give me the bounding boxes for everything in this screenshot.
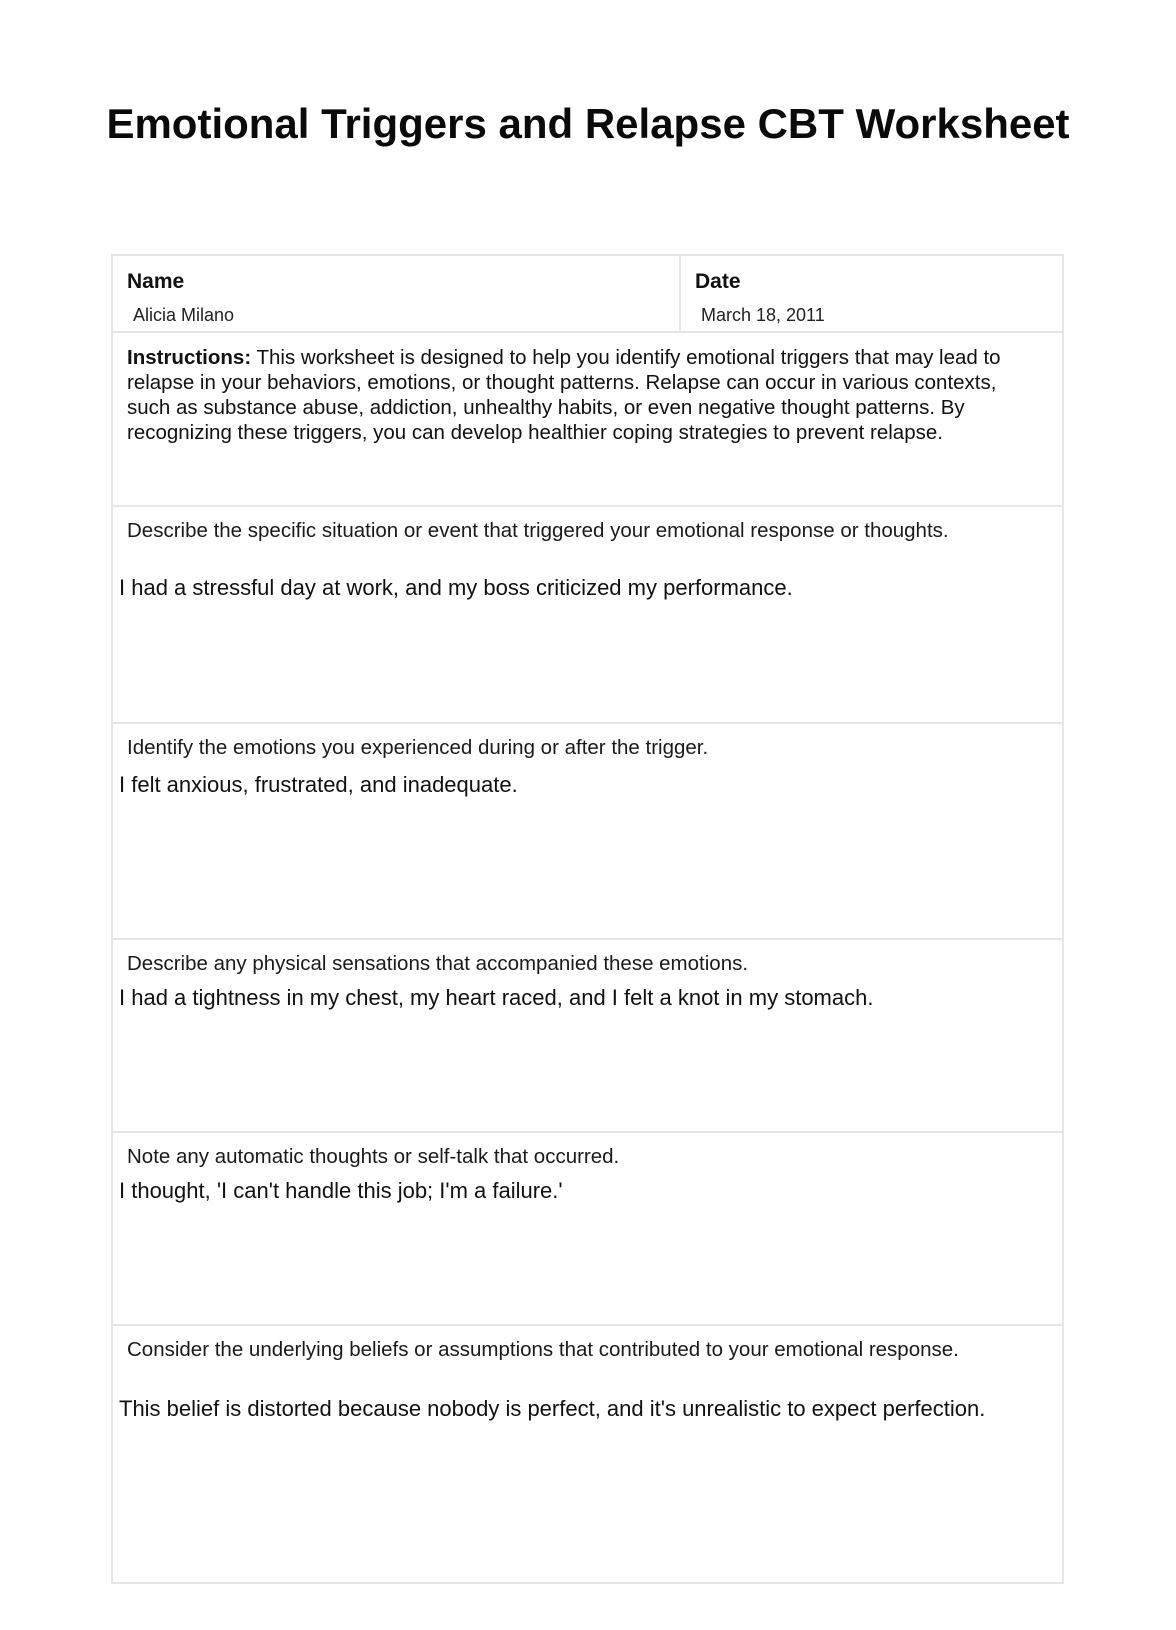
section-prompt: Identify the emotions you experienced during or after the trigger. bbox=[127, 736, 709, 759]
page-title: Emotional Triggers and Relapse CBT Worksheet bbox=[106, 100, 1070, 147]
section-answer[interactable]: This belief is distorted because nobody is perfect, and it's unrealistic to expect perfection. bbox=[119, 1396, 986, 1421]
name-cell bbox=[113, 256, 681, 331]
section-emotions bbox=[113, 724, 1062, 940]
instructions-row bbox=[113, 333, 1062, 507]
section-answer[interactable]: I had a stressful day at work, and my boss criticized my performance. bbox=[119, 575, 793, 600]
section-prompt: Describe the specific situation or event that triggered your emotional response or thoughts. bbox=[127, 519, 949, 542]
section-physical-sensations bbox=[113, 940, 1062, 1133]
date-cell bbox=[681, 256, 1062, 331]
date-label: Date bbox=[695, 270, 741, 293]
date-field[interactable]: March 18, 2011 bbox=[701, 305, 825, 325]
section-prompt: Describe any physical sensations that accompanied these emotions. bbox=[127, 952, 749, 975]
section-prompt: Consider the underlying beliefs or assumptions that contributed to your emotional response. bbox=[127, 1338, 959, 1361]
section-trigger-situation bbox=[113, 507, 1062, 724]
section-automatic-thoughts bbox=[113, 1133, 1062, 1326]
name-label: Name bbox=[127, 270, 185, 293]
section-prompt: Note any automatic thoughts or self-talk that occurred. bbox=[127, 1145, 620, 1168]
worksheet-table bbox=[111, 254, 1064, 1584]
instructions-text bbox=[127, 345, 1032, 445]
name-field[interactable]: Alicia Milano bbox=[133, 305, 235, 325]
instructions-label: Instructions: bbox=[127, 346, 252, 369]
section-answer[interactable]: I felt anxious, frustrated, and inadequate. bbox=[119, 772, 518, 797]
section-answer[interactable]: I thought, 'I can't handle this job; I'm a failure.' bbox=[119, 1178, 563, 1203]
section-answer[interactable]: I had a tightness in my chest, my heart raced, and I felt a knot in my stomach. bbox=[119, 985, 874, 1010]
instructions-body: This worksheet is designed to help you identify emotional triggers that may lead to relapse in your behaviors, emotions, or thought patterns. Relapse can occur in various contexts, such as substance abuse, addiction, unhealthy habits, or even negative thought patterns. By recognizing these triggers, you can develop healthier coping strategies to prevent relapse. bbox=[127, 346, 1001, 444]
section-underlying-beliefs bbox=[113, 1326, 1062, 1582]
header-row bbox=[113, 256, 1062, 333]
